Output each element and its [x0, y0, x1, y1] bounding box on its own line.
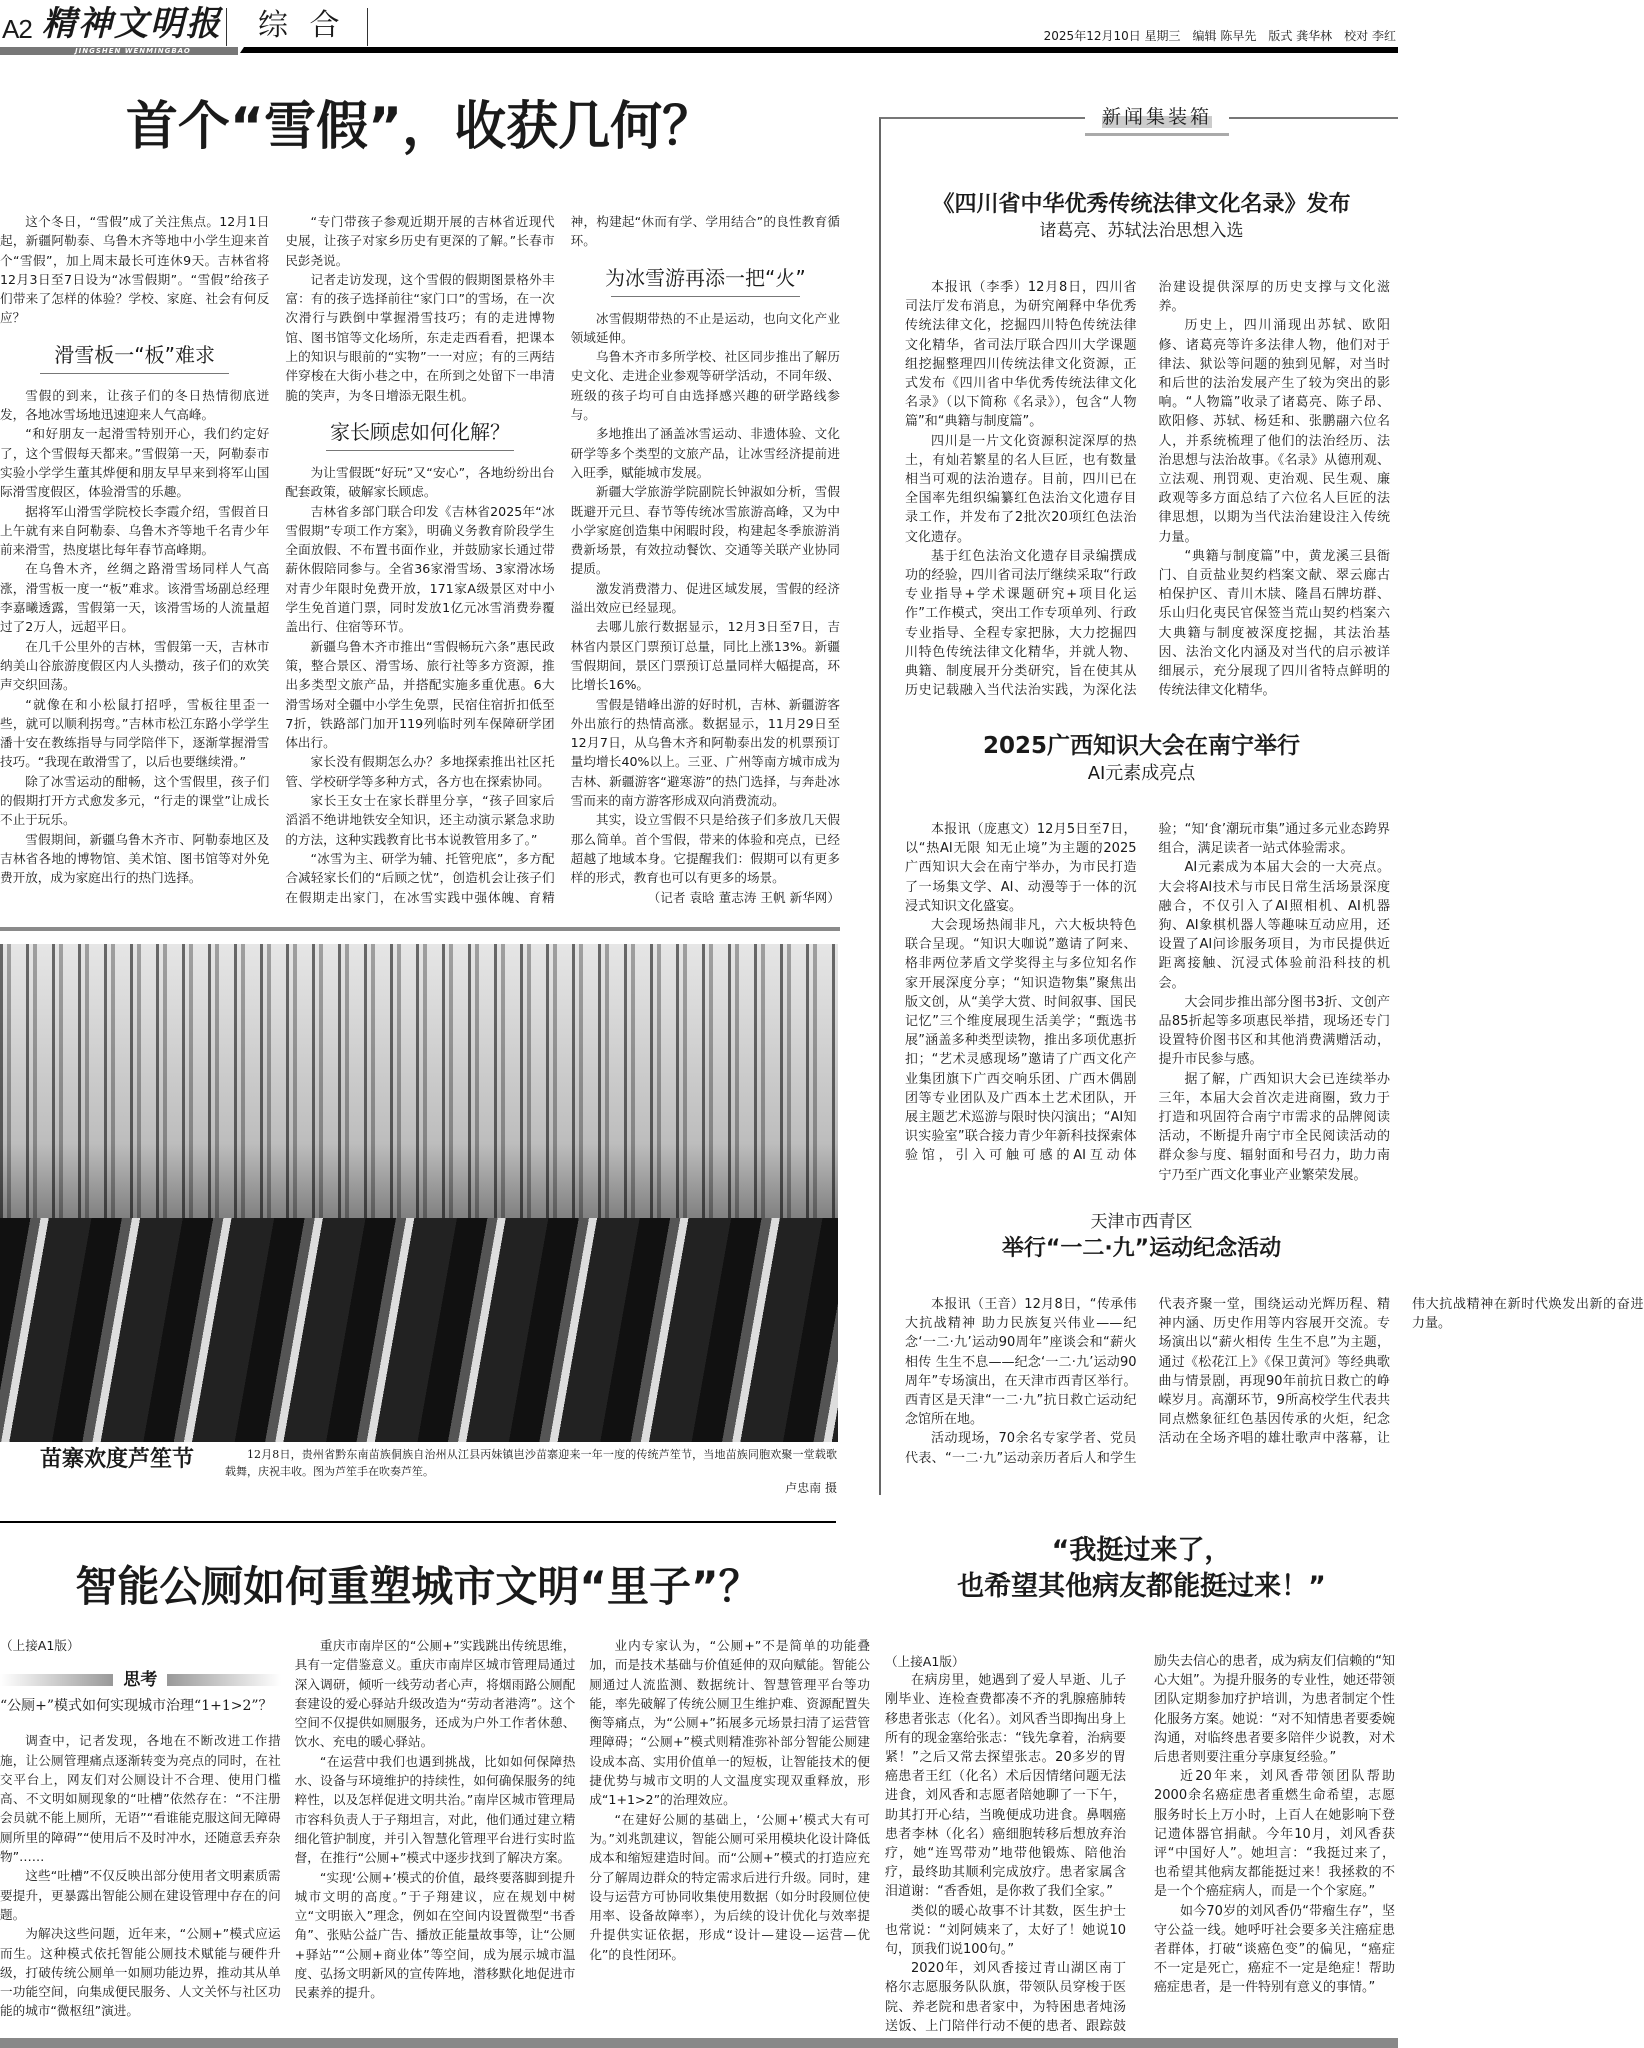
masthead-logo: 精神文明报	[42, 4, 222, 44]
paragraph: 这个冬日，“雪假”成了关注焦点。12月1日起，新疆阿勒泰、乌鲁木齐等地中小学生迎来首个“雪假”，加上周末最长可连休9天。吉林省将12月3日至7日设为“冰雪假期”。“雪假”给孩子们带来了怎样的体验？学校、家庭、社会有何反应？	[0, 214, 270, 326]
paragraph: 调查中，记者发现，各地在不断改进工作措施，让公厕管理痛点逐渐转变为亮点的同时，在社交平台上，网友们对公厕设计不合理、使用门槛高、不文明如厕现象的“吐槽”依然存在：“不注册会员就不能上厕所，无语”“看谁能克服这间无障碍厕所里的障碍”“使用后不及时冲水，还随意丢弃杂物”……	[0, 1733, 281, 1865]
photo-caption: 12月8日，贵州省黔东南苗族侗族自治州从江县丙妹镇岜沙苗寨迎来一年一度的传统芦笙节，当地苗族同胞欢聚一堂载歌载舞，庆祝丰收。图为芦笙手在吹奏芦笙。	[225, 1448, 837, 1478]
paragraph: 雪假是错峰出游的好时机，吉林、新疆游客外出旅行的热情高涨。数据显示，11月29日至12月7日，从乌鲁木齐和阿勒泰出发的机票预订量均增长40%以上。三亚、广州等南方城市成为吉林、新疆游客“避寒游”的热门选择，与奔赴冰雪而来的南方游客形成双向消费流动。	[570, 696, 840, 809]
kicker-tianjin: 天津市西青区	[1090, 1212, 1193, 1232]
section-name: 综 合	[258, 8, 346, 43]
newsbox-label-text: 新闻集装箱	[1101, 106, 1212, 128]
headline-line: 也希望其他病友都能挺过来！”	[957, 1571, 1326, 1602]
subheadline-sichuan: 诸葛亮、苏轼法治思想入选	[1039, 221, 1244, 241]
paragraph: 乌鲁木齐市多所学校、社区同步推出了解历史文化、走进企业参观等研学活动，不同年级、班级的孩子均可自由选择感兴趣的研学路线参与。	[570, 349, 840, 423]
paragraph: 据将军山滑雪学院校长李霞介绍，雪假首日上午就有来自阿勒泰、乌鲁木齐等地千名青少年前来滑雪，热度堪比每年春节高峰期。	[0, 503, 270, 558]
think-banner	[0, 1669, 281, 1691]
paragraph: “专门带孩子参观近期开展的吉林省近现代史展，让孩子对家乡历史有更深的了解。”长春市民彭尧说。	[285, 214, 555, 268]
paragraph: 活动现场，70余名专家学者、党员代表、“一二·九”运动亲历者后人和学生代表齐聚一堂，围绕运动光辉历程、精神内涵、历史作用等内容展开交流。专场演出以“薪火相传 生生不息”为主题，通过《松花江上》《保卫黄河》等经典歌曲与情景剧，再现90年前抗日救亡的峥嵘岁月。高潮环节，9所高校学生代表共同点燃象征红色基因传承的火炬，纪念活动在全场齐唱的雄壮歌声中落幕，让伟大抗战精神在新时代焕发出新的奋进力量。	[905, 1297, 1644, 1466]
paragraph: 本报讯（庞惠文）12月5日至7日，以“热AI无限 知无止境”为主题的2025广西知识大会在南宁举办，为市民打造了一场集文学、AI、动漫等于一体的沉浸式知识文化盛宴。	[905, 822, 1137, 914]
paragraph: “就像在和小松鼠打招呼，雪板往里歪一些，就可以顺利拐弯。”吉林市松江东路小学学生潘十安在教练指导与同学陪伴下，逐渐掌握滑雪技巧。“我现在敢滑雪了，以后也要继续滑。”	[0, 696, 270, 770]
paragraph: 为让雪假既“好玩”又“安心”，各地纷纷出台配套政策，破解家长顾虑。	[285, 464, 555, 500]
paragraph: 去哪儿旅行数据显示，12月3日至7日，吉林省内景区门票预订总量，同比上涨13%。新疆雪假期间，景区门票预订总量同样大幅提高，环比增长16%。	[570, 619, 840, 693]
paragraph: 这些“吐槽”不仅反映出部分使用者文明素质需要提升，更暴露出智能公厕在建设管理中存在的问题。	[0, 1868, 281, 1922]
headline-snow-holiday: 首个“雪假”，收获几何？	[125, 97, 715, 157]
continued-note: （上接A1版）	[0, 1638, 80, 1653]
paragraph: 2020年，刘风香接过青山湖区南丁格尔志愿服务队队旗，带领队员穿梭于医院、养老院和患者家中，为特困患者炖汤送饭、上门陪伴行动不便的患者、跟踪鼓励失去信心的患者，成为病友们信赖的“知心大姐”。为提升服务的专业性，她还带领团队定期参加疗护培训，为患者制定个性化服务方案。她说：“对不知情患者要委婉沟通，对临终患者要多陪伴少说教，对术后患者则要注重分享康复经验。”	[885, 1654, 1395, 2034]
subheading: 为冰雪游再添一把“火”	[571, 265, 840, 297]
paragraph: 记者走访发现，这个雪假的假期图景格外丰富：有的孩子选择前往“家门口”的雪场，在一次次滑行与跌倒中掌握滑雪技巧；有的走进博物馆、图书馆等文化场所，东走走西看看，把课本上的知识与眼前的“实物”一一对应；有的三两结伴穿梭在大街小巷之中，在所到之处留下一串清脆的笑声，为冬日增添无限生机。	[285, 271, 555, 403]
think-label: 思考	[123, 1670, 158, 1691]
paragraph: 四川是一片文化资源积淀深厚的热土，有灿若繁星的名人巨匠，也有数量相当可观的法治遗存。目前，四川已在全国率先组织编纂红色法治文化遗存目录工作，并发布了2批次20项红色法治文化遗存。	[905, 433, 1137, 545]
subheading: 家长顾虑如何化解？	[285, 419, 554, 451]
header-divider	[226, 8, 227, 46]
photo-title: 苗寨欢度芦笙节	[40, 1447, 195, 1472]
headline-guangxi: 2025广西知识大会在南宁举行	[982, 733, 1300, 759]
subheadline-guangxi: AI元素成亮点	[1087, 763, 1196, 784]
section-divider	[0, 927, 840, 931]
article-byline: （记者 袁晗 董志涛 王帆 新华网）	[647, 889, 840, 905]
paragraph: “冰雪为主、研学为辅、托管兜底”，多方配合减轻家长们的“后顾之忧”，创造机会让孩子们在假期走出家门，在冰雪实践中强体魄、育精神，构建起“休而有学、学用结合”的良性教育循环。	[285, 214, 840, 905]
page-number: A2	[2, 14, 32, 44]
article-sichuan	[905, 278, 1390, 703]
paragraph: “典籍与制度篇”中，黄龙溪三县衙门、自贡盐业契约档案文献、翠云廊古柏保护区、青川木牍、隆昌石牌坊群、乐山归化夷民官保签当荒山契约档案六大典籍与制度被深度挖掘，其法治基因、法治文化内涵及对当代的启示被详细展示，充分展现了四川省特点鲜明的传统法律文化精华。	[1158, 548, 1390, 699]
paragraph: 雪假的到来，让孩子们的冬日热情彻底迸发，各地冰雪场地迅速迎来人气高峰。	[0, 387, 270, 423]
paragraph: 本报讯（王音）12月8日，“传承伟大抗战精神 助力民族复兴伟业——纪念‘一二·九’运动90周年”座谈会和“薪火相传 生生不息——纪念‘一二·九’运动90周年”专场演出，在天津市西青区举行。西青区是天津“一二·九”抗日救亡运动纪念馆所在地。	[905, 1297, 1137, 1428]
paragraph: 类似的暖心故事不计其数，医生护士也常说：“刘阿姨来了，太好了！她说10句，顶我们说100句。”	[885, 1903, 1126, 1958]
photo-caption-block	[225, 1446, 837, 1496]
article-smart-toilet	[0, 1636, 870, 2036]
paragraph: “实现‘公厕+’模式的价值，最终要落脚到提升城市文明的高度。”于子翔建议，应在规划中树立“文明嵌入”理念，例如在空间内设置微型“书香角”、张贴公益广告、播放正能量故事等，让“公厕+驿站”“公厕+商业体”等空间，成为展示城市温度、弘扬文明新风的宣传阵地，潜移默化地促进市民素养的提升。	[294, 1869, 576, 2001]
section-divider	[0, 1521, 836, 1523]
paragraph: 除了冰雪运动的酣畅，这个雪假里，孩子们的假期打开方式愈发多元，“行走的课堂”让成长不止于玩乐。	[0, 773, 270, 828]
continued-note: （上接A1版）	[885, 1654, 965, 1669]
paragraph: 雪假期间，新疆乌鲁木齐市、阿勒泰地区及吉林省各地的博物馆、美术馆、图书馆等对外免费开放，成为家庭出行的热门选择。	[0, 831, 270, 886]
paragraph: 近20年来，刘风香带领团队帮助2000余名癌症患者重燃生命希望，志愿服务时长上万小时，上百人在她影响下登记遗体器官捐献。今年10月，刘风香获评“中国好人”。她坦言：“我挺过来了，也希望其他病友都能挺过来！我拯救的不是一个个癌症病人，而是一个个家庭。”	[1154, 1769, 1395, 1900]
paragraph: 在几千公里外的吉林，雪假第一天，吉林市纳美山谷旅游度假区内人头攒动，孩子们的欢笑声交织回荡。	[0, 638, 270, 693]
banner-bar	[0, 1674, 113, 1686]
headline-smart-toilet: 智能公厕如何重塑城市文明“里子”？	[75, 1562, 761, 1611]
article-snow-holiday	[0, 212, 840, 924]
think-subtitle: “公厕+”模式如何实现城市治理“1+1>2”？	[0, 1698, 273, 1715]
paragraph: 本报讯（李季）12月8日，四川省司法厅发布消息，为研究阐释中华优秀传统法律文化，挖掘四川特色传统法律文化精华，省司法厅联合四川大学课题组挖掘整理四川传统法律文化资源，正式发布《四川省中华优秀传统法律文化名录》（以下简称《名录》），包含“人物篇”和“典籍与制度篇”。	[905, 280, 1137, 430]
paragraph: AI元素成为本届大会的一大亮点。大会将AI技术与市民日常生活场景深度融合，不仅引入了AI照相机、AI机器狗、AI象棋机器人等趣味互动应用，还设置了AI问诊服务项目，为市民提供近距离接触、沉浸式体验前沿科技的机会。	[1158, 860, 1390, 991]
paragraph: 历史上，四川涌现出苏轼、欧阳修、诸葛亮等许多法律人物，他们对于律法、狱讼等问题的独到见解，对当时和后世的法治发展产生了较为突出的影响。“人物篇”收录了诸葛亮、陈子昂、欧阳修、苏轼、杨廷和、张鹏翮六位名人，并系统梳理了他们的法治经历、法治思想与法治故事。《名录》从德刑观、立法观、刑罚观、吏治观、民生观、廉政观等多方面总结了六位名人巨匠的法律思想，以期为当代法治建设注入传统力量。	[1158, 318, 1390, 545]
paragraph: 在病房里，她遇到了爱人早逝、儿子刚毕业、连检查费都凑不齐的乳腺癌肺转移患者张志（化名）。刘风香当即掏出身上所有的现金塞给张志：“钱先拿着，治病要紧！”之后又常去探望张志。20多岁的胃癌患者王红（化名）术后因情绪问题无法进食，刘风香和志愿者陪她聊了一下午，助其打开心结，当晚便成功进食。鼻咽癌患者李林（化名）癌细胞转移后想放弃治疗，她“连骂带劝”地带他锻炼、陪他治疗，最终助其顺利完成放疗。患者家属含泪道谢：“香香姐，是你救了我们全家。”	[885, 1673, 1126, 1900]
masthead-pinyin: JINGSHEN WENMINGBAO	[0, 47, 238, 55]
paragraph: “在建好公厕的基础上，‘公厕+’模式大有可为。”刘兆凯建议，智能公厕可采用模块化设计降低成本和缩短建造时间。而“公厕+”模式的打造应充分了解周边群众的特定需求后进行升级。同时，建设与运营方可协同收集使用数据（如分时段厕位使用率、设备故障率），为后续的设计优化与效率提升提供实证依据，形成“设计—建设—运营—优化”的良性闭环。	[589, 1811, 870, 1962]
paragraph: 激发消费潜力、促进区域发展，雪假的经济溢出效应已经显现。	[570, 580, 840, 616]
headline-cancer-volunteer	[885, 1533, 1398, 1605]
headline-sichuan: 《四川省中华优秀传统法律文化名录》发布	[932, 192, 1351, 217]
paragraph: “和好朋友一起滑雪特别开心，我们约定好了，这个雪假每天都来。”雪假第一天，阿勒泰市实验小学学生董其烨便和朋友早早来到将军山国际滑雪度假区，体验滑雪的乐趣。	[0, 426, 270, 500]
paragraph: 为解决这些问题，近年来，“公厕+”模式应运而生。这种模式依托智能公厕技术赋能与硬件升级，打破传统公厕单一如厕功能边界，推动其从单一功能空间，向集成便民服务、人文关怀与社区功能的城市“微枢纽”演进。	[0, 1926, 281, 2019]
paragraph: 多地推出了涵盖冰雪运动、非遗体验、文化研学等多个类型的文旅产品，让冰雪经济提前进入旺季，赋能城市发展。	[570, 426, 840, 480]
paragraph: 冰雪假期带热的不止是运动，也向文化产业领域延伸。	[570, 310, 840, 345]
paragraph: 其实，设立雪假不只是给孩子们多放几天假那么简单。首个雪假，带来的体验和亮点，已经超越了地域本身。它提醒我们：假期可以有更多样的形式，教育也可以有更多的场景。	[570, 812, 840, 886]
paragraph: 家长没有假期怎么办？多地探索推出社区托管、学校研学等多种方式，各方也在探索协同。	[285, 754, 555, 789]
photo-credit: 卢忠南 摄	[785, 1481, 837, 1495]
article-cancer-volunteer	[885, 1652, 1395, 2037]
header-rule	[240, 47, 1398, 53]
banner-bar	[167, 1674, 280, 1686]
newsbox-label	[1085, 100, 1229, 136]
photo-lusheng-festival	[0, 944, 838, 1442]
paragraph: 据了解，广西知识大会已连续举办三年，本届大会首次走进商圈，致力于打造和巩固符合南宁市需求的品牌阅读活动，不断提升南宁市全民阅读活动的群众参与度、辐射面和号召力，助力南宁乃至广西文化事业产业繁荣发展。	[1158, 1071, 1390, 1183]
paragraph: 新疆大学旅游学院副院长钟淑如分析，雪假既避开元旦、春节等传统冰雪旅游高峰，又为中小学家庭创造集中闲暇时段，构建起冬季旅游消费新场景，有效拉动餐饮、交通等关联产业协同提质。	[570, 484, 840, 577]
paragraph: 大会同步推出部分图书3折、文创产品85折起等多项惠民举措，现场还专门设置特价图书区和其他消费满赠活动，提升市民参与感。	[1158, 994, 1390, 1068]
paragraph: 新疆乌鲁木齐市推出“雪假畅玩六条”惠民政策，整合景区、滑雪场、旅行社等多方资源，推出多类型文旅产品，并搭配实施多重优惠。6大滑雪场对全疆中小学生免票，民宿住宿折扣低至7折，铁路部门加开119列临时列车保障研学团体出行。	[285, 638, 555, 751]
paragraph: 家长王女士在家长群里分享，“孩子回家后滔滔不绝讲地铁安全知识，还主动演示紧急求助的方法，这种实践教育比书本说教管用多了。”	[285, 793, 555, 847]
paragraph: 大会现场热闹非凡，六大板块特色联合呈现。“知识大咖说”邀请了阿来、格非两位茅盾文学奖得主与多位知名作家开展深度分享；“知识造物集”聚焦出版文创，从“美学大赏、时间叙事、国民记忆”三个维度展现生活美学；“甄选书展”涵盖多种类型读物，推出多项优惠折扣；“艺术灵感现场”邀请了广西文化产业集团旗下广西交响乐团、广西木偶剧团等专业团队及广西本土艺术团队，开展主题艺术巡游与限时快闪演出；“AI知识实验室”联合接力青少年新科技探索体验馆，引入可触可感的AI互动体验；“知‘食’潮玩市集”通过多元业态跨界组合，满足读者一站式体验需求。	[905, 822, 1390, 1164]
subheading: 滑雪板一“板”难求	[0, 342, 269, 374]
paragraph: 在乌鲁木齐，丝绸之路滑雪场同样人气高涨，滑雪板一度一“板”难求。该滑雪场副总经理李嘉曦透露，雪假第一天，该滑雪场的人流量超过了2万人，远超平日。	[0, 561, 270, 635]
paragraph: 业内专家认为，“公厕+”不是简单的功能叠加，而是技术基础与价值延伸的双向赋能。智能公厕通过人流监测、数据统计、智慧管理平台等功能，率先破解了传统公厕卫生维护难、资源配置失衡等痛点，为“公厕+”拓展多元场景扫清了运营管理障碍；“公厕+”模式则精准弥补部分智能公厕建设成本高、实用价值单一的短板，让智能技术的便捷优势与城市文明的人文温度实现双重释放，形成“1+1>2”的治理效应。	[589, 1638, 870, 1808]
issue-meta: 2025年12月10日 星期三 编辑 陈早先 版式 龚华林 校对 李红	[1043, 29, 1396, 43]
footer-bar	[0, 2038, 1398, 2048]
paragraph: “在运营中我们也遇到挑战，比如如何保障热水、设备与环境维护的持续性，如何确保服务的纯粹性，以及怎样促进文明共治。”南岸区城市管理局市容科负责人于子翔坦言，对此，他们通过建立精细化管护制度，并引入智慧化管理平台进行实时监督，在推行“公厕+”模式中逐步找到了解决方案。	[294, 1753, 576, 1866]
paragraph: 吉林省多部门联合印发《吉林省2025年“冰雪假期”专项工作方案》，明确义务教育阶段学生全面放假、不布置书面作业，并鼓励家长通过带薪休假陪同参与。全省36家滑雪场、3家滑冰场对青少年限时免费开放，171家A级景区对中小学生免首道门票，同时发放1亿元冰雪消费券覆盖出行、住宿等环节。	[285, 503, 555, 635]
headline-tianjin: 举行“一二·九”运动纪念活动	[1001, 1236, 1282, 1261]
photo-performers	[0, 1218, 838, 1442]
headline-line: “我挺过来了，	[1051, 1535, 1232, 1566]
header-divider	[367, 8, 368, 46]
paragraph: 重庆市南岸区的“公厕+”实践跳出传统思维，具有一定借鉴意义。重庆市南岸区城市管理局通过深入调研，倾听一线劳动者心声，将烟雨路公厕配套建设的爱心驿站升级改造为“劳动者港湾”。这个空间不仅提供如厕服务，还成为户外工作者休憩、饮水、充电的暖心驿站。	[294, 1638, 576, 1750]
paragraph: 如今70岁的刘风香仍“带瘤生存”，坚守公益一线。她呼吁社会要多关注癌症患者群体，打破“谈癌色变”的偏见，“癌症不一定是死亡，癌症不一定是绝症！帮助癌症患者，是一件特别有意义的事情。”	[1154, 1903, 1395, 1996]
paragraph: 基于红色法治文化遗存目录编撰成功的经验，四川省司法厅继续采取“行政专业指导+学术课题研究+项目化运作”工作模式，突出工作专项单列、行政专业指导、全程专家把脉，大力挖掘四川特色传统法律文化精华，并就人物、典籍、制度展开分类研究，旨在使其从历史记载融入当代法治实践，为深化法治建设提供深厚的历史支撑与文化滋养。	[905, 280, 1390, 699]
article-tianjin	[905, 1295, 1644, 1470]
article-guangxi	[905, 820, 1390, 1185]
